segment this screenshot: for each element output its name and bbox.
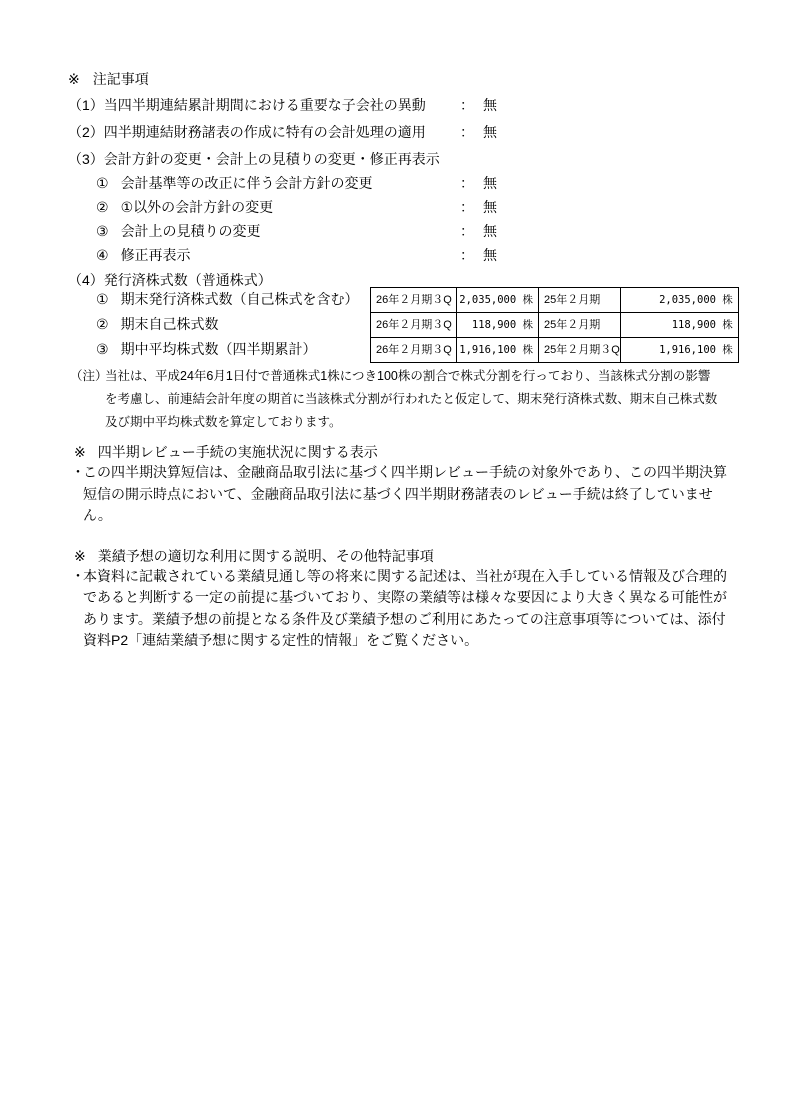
circled-number: ① — [96, 291, 109, 307]
sub-item-3 — [68, 224, 740, 238]
shares-label-text: 期末発行済株式数（自己株式を含む） — [120, 291, 359, 307]
circled-number: ① — [96, 175, 109, 191]
period-cell: 25年２月期 — [539, 288, 621, 313]
item-value: 無 — [483, 199, 497, 215]
table-row — [371, 288, 739, 313]
note-item-2 — [68, 125, 740, 139]
forecast-paragraph — [71, 566, 740, 652]
sub-item-2 — [68, 200, 740, 214]
item-value: 無 — [483, 175, 497, 191]
paragraph-line: 短信の開示時点において、金融商品取引法に基づく四半期財務諸表のレビュー手続は終了していませ — [83, 485, 713, 502]
reference-mark: ※ — [68, 71, 80, 87]
colon-separator: ： — [460, 223, 474, 239]
section-title-text: 注記事項 — [92, 71, 149, 87]
circled-number: ③ — [96, 223, 109, 239]
footnote — [68, 365, 740, 434]
item-value: 無 — [483, 97, 497, 113]
value-cell: 118,900 株 — [457, 313, 539, 338]
bullet-mark: ・ — [71, 567, 85, 584]
value-cell: 1,916,100 株 — [620, 338, 738, 363]
item-label: （3）会計方針の変更・会計上の見積りの変更・修正再表示 — [68, 151, 440, 167]
note-item-1 — [68, 98, 740, 112]
sub-item-4 — [68, 248, 740, 262]
review-section — [71, 444, 740, 527]
circled-number: ② — [96, 316, 109, 332]
footnote-line: を考慮し、前連結会計年度の期首に当該株式分割が行われたと仮定して、期末発行済株式数、期末自己株式数 — [105, 392, 718, 406]
review-paragraph — [71, 462, 740, 527]
period-cell: 26年２月期３Q — [371, 338, 457, 363]
item-value: 無 — [483, 247, 497, 263]
colon-separator: ： — [460, 199, 474, 215]
sub-item-label: ①以外の会計方針の変更 — [120, 199, 274, 215]
value-cell: 1,916,100 株 — [457, 338, 539, 363]
sub-item-label: 会計基準等の改正に伴う会計方針の変更 — [120, 175, 373, 191]
paragraph-line: ん。 — [83, 507, 112, 523]
shares-labels — [68, 287, 370, 362]
item-value: 無 — [483, 124, 497, 140]
circled-number: ④ — [96, 247, 109, 263]
period-cell: 26年２月期３Q — [371, 288, 457, 313]
item-label: （2）四半期連結財務諸表の作成に特有の会計処理の適用 — [68, 124, 426, 140]
footnote-label: （注） — [70, 369, 108, 383]
item-label: （4）発行済株式数（普通株式） — [68, 272, 272, 288]
item-value: 無 — [483, 223, 497, 239]
circled-number: ② — [96, 199, 109, 215]
item-label: （1）当四半期連結累計期間における重要な子会社の異動 — [68, 97, 426, 113]
sub-item-label: 会計上の見積りの変更 — [120, 223, 261, 239]
shares-label-text: 期末自己株式数 — [120, 316, 219, 332]
paragraph-line: 本資料に記載されている業績見通し等の将来に関する記述は、当社が現在入手している情報及び合理的 — [83, 567, 727, 584]
colon-separator: ： — [460, 124, 474, 140]
note-item-4 — [68, 273, 740, 287]
section-title-text: 四半期レビュー手続の実施状況に関する表示 — [97, 444, 378, 460]
notes-section-title — [68, 72, 740, 86]
note-item-3 — [68, 152, 740, 166]
colon-separator: ： — [460, 97, 474, 113]
colon-separator: ： — [460, 175, 474, 191]
sub-item-label: 修正再表示 — [120, 247, 191, 263]
value-cell: 2,035,000 株 — [457, 288, 539, 313]
review-section-title — [74, 445, 740, 459]
colon-separator: ： — [460, 247, 474, 263]
paragraph-line: この四半期決算短信は、金融商品取引法に基づく四半期レビュー手続の対象外であり、この四半期決算 — [83, 464, 727, 480]
table-row — [371, 338, 739, 363]
value-cell: 118,900 株 — [620, 313, 738, 338]
paragraph-line: 資料P2「連結業績予想に関する定性的情報」をご覧ください。 — [83, 632, 479, 648]
period-cell: 26年２月期３Q — [371, 313, 457, 338]
circled-number: ③ — [96, 341, 109, 357]
footnote-line: 当社は、平成24年6月1日付で普通株式1株につき100株の割合で株式分割を行っており、当該株式分割の影響 — [105, 369, 711, 383]
section-title-text: 業績予想の適切な利用に関する説明、その他特記事項 — [97, 547, 434, 564]
table-row — [371, 313, 739, 338]
shares-label-text: 期中平均株式数（四半期累計） — [120, 341, 317, 357]
shares-row-label-3 — [68, 337, 370, 362]
reference-mark: ※ — [74, 547, 86, 564]
paragraph-line: であると判断する一定の前提に基づいており、実際の業績等は様々な要因により大きく異なる可能性が — [83, 589, 727, 605]
shares-row-label-1 — [68, 287, 370, 312]
shares-table — [370, 287, 739, 363]
forecast-section-title — [74, 549, 740, 563]
value-cell: 2,035,000 株 — [620, 288, 738, 313]
sub-item-1 — [68, 176, 740, 190]
paragraph-line: あります。業績予想の前提となる条件及び業績予想のご利用にあたっての注意事項等については、添付 — [83, 610, 726, 627]
bullet-mark: ・ — [71, 464, 85, 480]
footnote-line: 及び期中平均株式数を算定しております。 — [105, 415, 342, 429]
reference-mark: ※ — [74, 444, 86, 460]
shares-row-label-2 — [68, 312, 370, 337]
forecast-section — [71, 547, 740, 652]
shares-block — [68, 287, 740, 363]
period-cell: 25年２月期 — [539, 313, 621, 338]
period-cell: 25年２月期３Q — [539, 338, 621, 363]
